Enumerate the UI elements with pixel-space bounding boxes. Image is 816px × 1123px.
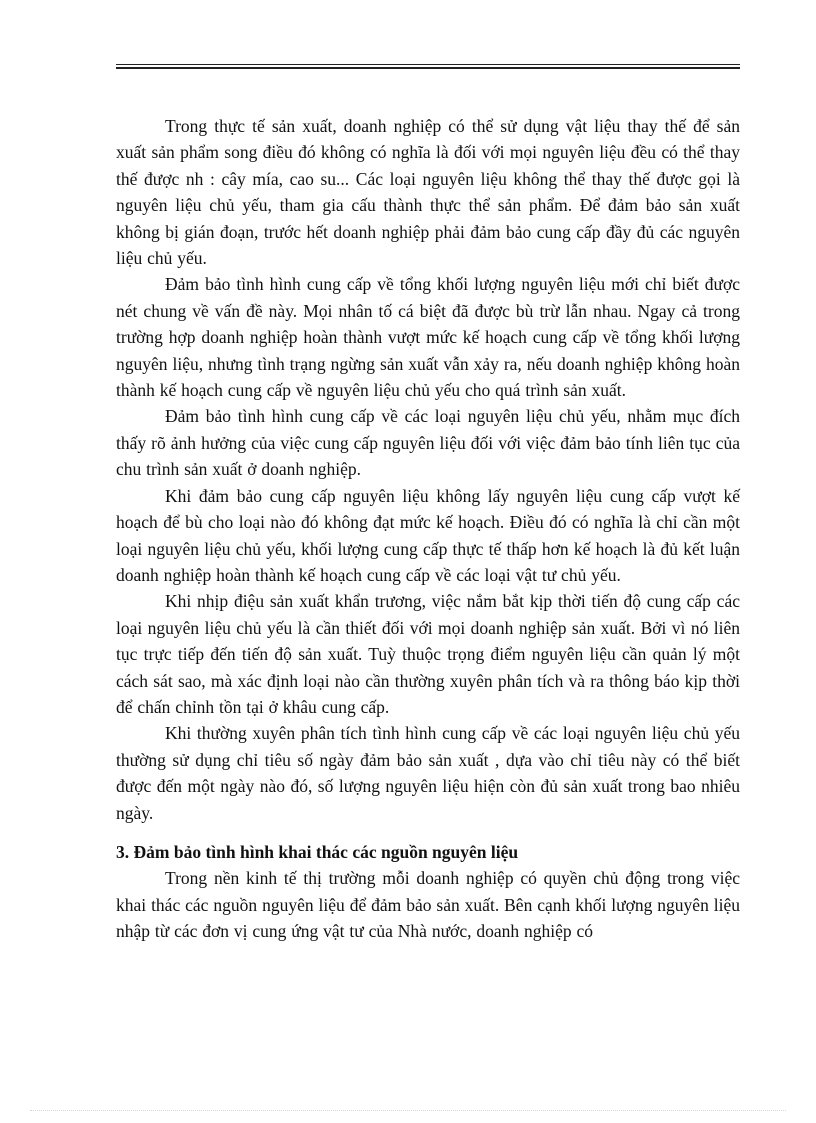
document-body [116,113,740,945]
header-rule-thick-line [116,67,740,69]
body-paragraph-3: Đảm bảo tình hình cung cấp về các loại nguyên liệu chủ yếu, nhằm mục đích thấy rõ ảnh hưởng của việc cung cấp nguyên liệu đối với việc đảm bảo tính liên tục của chu trình sản xuất ở doanh nghiệp. [116,406,740,480]
body-paragraph-1: Trong thực tế sản xuất, doanh nghiệp có thể sử dụng vật liệu thay thế để sản xuất sản phẩm song điều đó không có nghĩa là đối với mọi nguyên liệu đều có thể thay thế được nh : cây mía, cao su... Các loại nguyên liệu không thể thay thế được gọi là nguyên liệu chủ yếu, tham gia cấu thành thực thể sản phẩm. Để đảm bảo sản xuất không bị gián đoạn, trước hết doanh nghiệp phải đảm bảo cung cấp đầy đủ các nguyên liệu chủ yếu. [116,116,740,269]
body-paragraph-2: Đảm bảo tình hình cung cấp về tổng khối lượng nguyên liệu mới chỉ biết được nét chung về vấn đề này. Mọi nhân tố cá biệt đã được bù trừ lẫn nhau. Ngay cả trong trường hợp doanh nghiệp hoàn thành vượt mức kế hoạch cung cấp về tổng khối lượng nguyên liệu, nhưng tình trạng ngừng sản xuất vẫn xảy ra, nếu doanh nghiệp không hoàn thành kế hoạch cung cấp về nguyên liệu chủ yếu cho quá trình sản xuất. [116,274,740,401]
body-paragraph-5: Khi nhịp điệu sản xuất khẩn trương, việc nắm bắt kịp thời tiến độ cung cấp các loại nguyên liệu chủ yếu là cần thiết đối với mọi doanh nghiệp sản xuất. Bởi vì nó liên tục trực tiếp đến tiến độ sản xuất. Tuỳ thuộc trọng điểm nguyên liệu cần quản lý một cách sát sao, mà xác định loại nào cần thường xuyên phân tích và ra thông báo kịp thời để chấn chỉnh tồn tại ở khâu cung cấp. [116,591,740,717]
body-paragraph-6: Khi thường xuyên phân tích tình hình cung cấp về các loại nguyên liệu chủ yếu thường sử dụng chỉ tiêu số ngày đảm bảo sản xuất , dựa vào chỉ tiêu này có thể biết được đến một ngày nào đó, số lượng nguyên liệu hiện còn đủ sản xuất trong bao nhiêu ngày. [116,723,740,823]
section-heading: 3. Đảm bảo tình hình khai thác các nguồn nguyên liệu [116,841,519,862]
body-paragraph-7: Trong nền kinh tế thị trường mỗi doanh nghiệp có quyền chủ động trong việc khai thác các nguồn nguyên liệu để đảm bảo sản xuất. Bên cạnh khối lượng nguyên liệu nhập từ các đơn vị cung ứng vật tư của Nhà nước, doanh nghiệp có [116,868,740,942]
header-double-rule [116,64,740,69]
footer-dotted-line [30,1110,786,1111]
body-paragraph-4: Khi đảm bảo cung cấp nguyên liệu không lấy nguyên liệu cung cấp vượt kế hoạch để bù cho loại nào đó không đạt mức kế hoạch. Điều đó có nghĩa là chỉ cần một loại nguyên liệu chủ yếu, khối lượng cung cấp thực tế thấp hơn kế hoạch là đủ kết luận doanh nghiệp hoàn thành kế hoạch cung cấp về các loại vật tư chủ yếu. [116,485,740,585]
header-rule-thin-line [116,64,740,65]
